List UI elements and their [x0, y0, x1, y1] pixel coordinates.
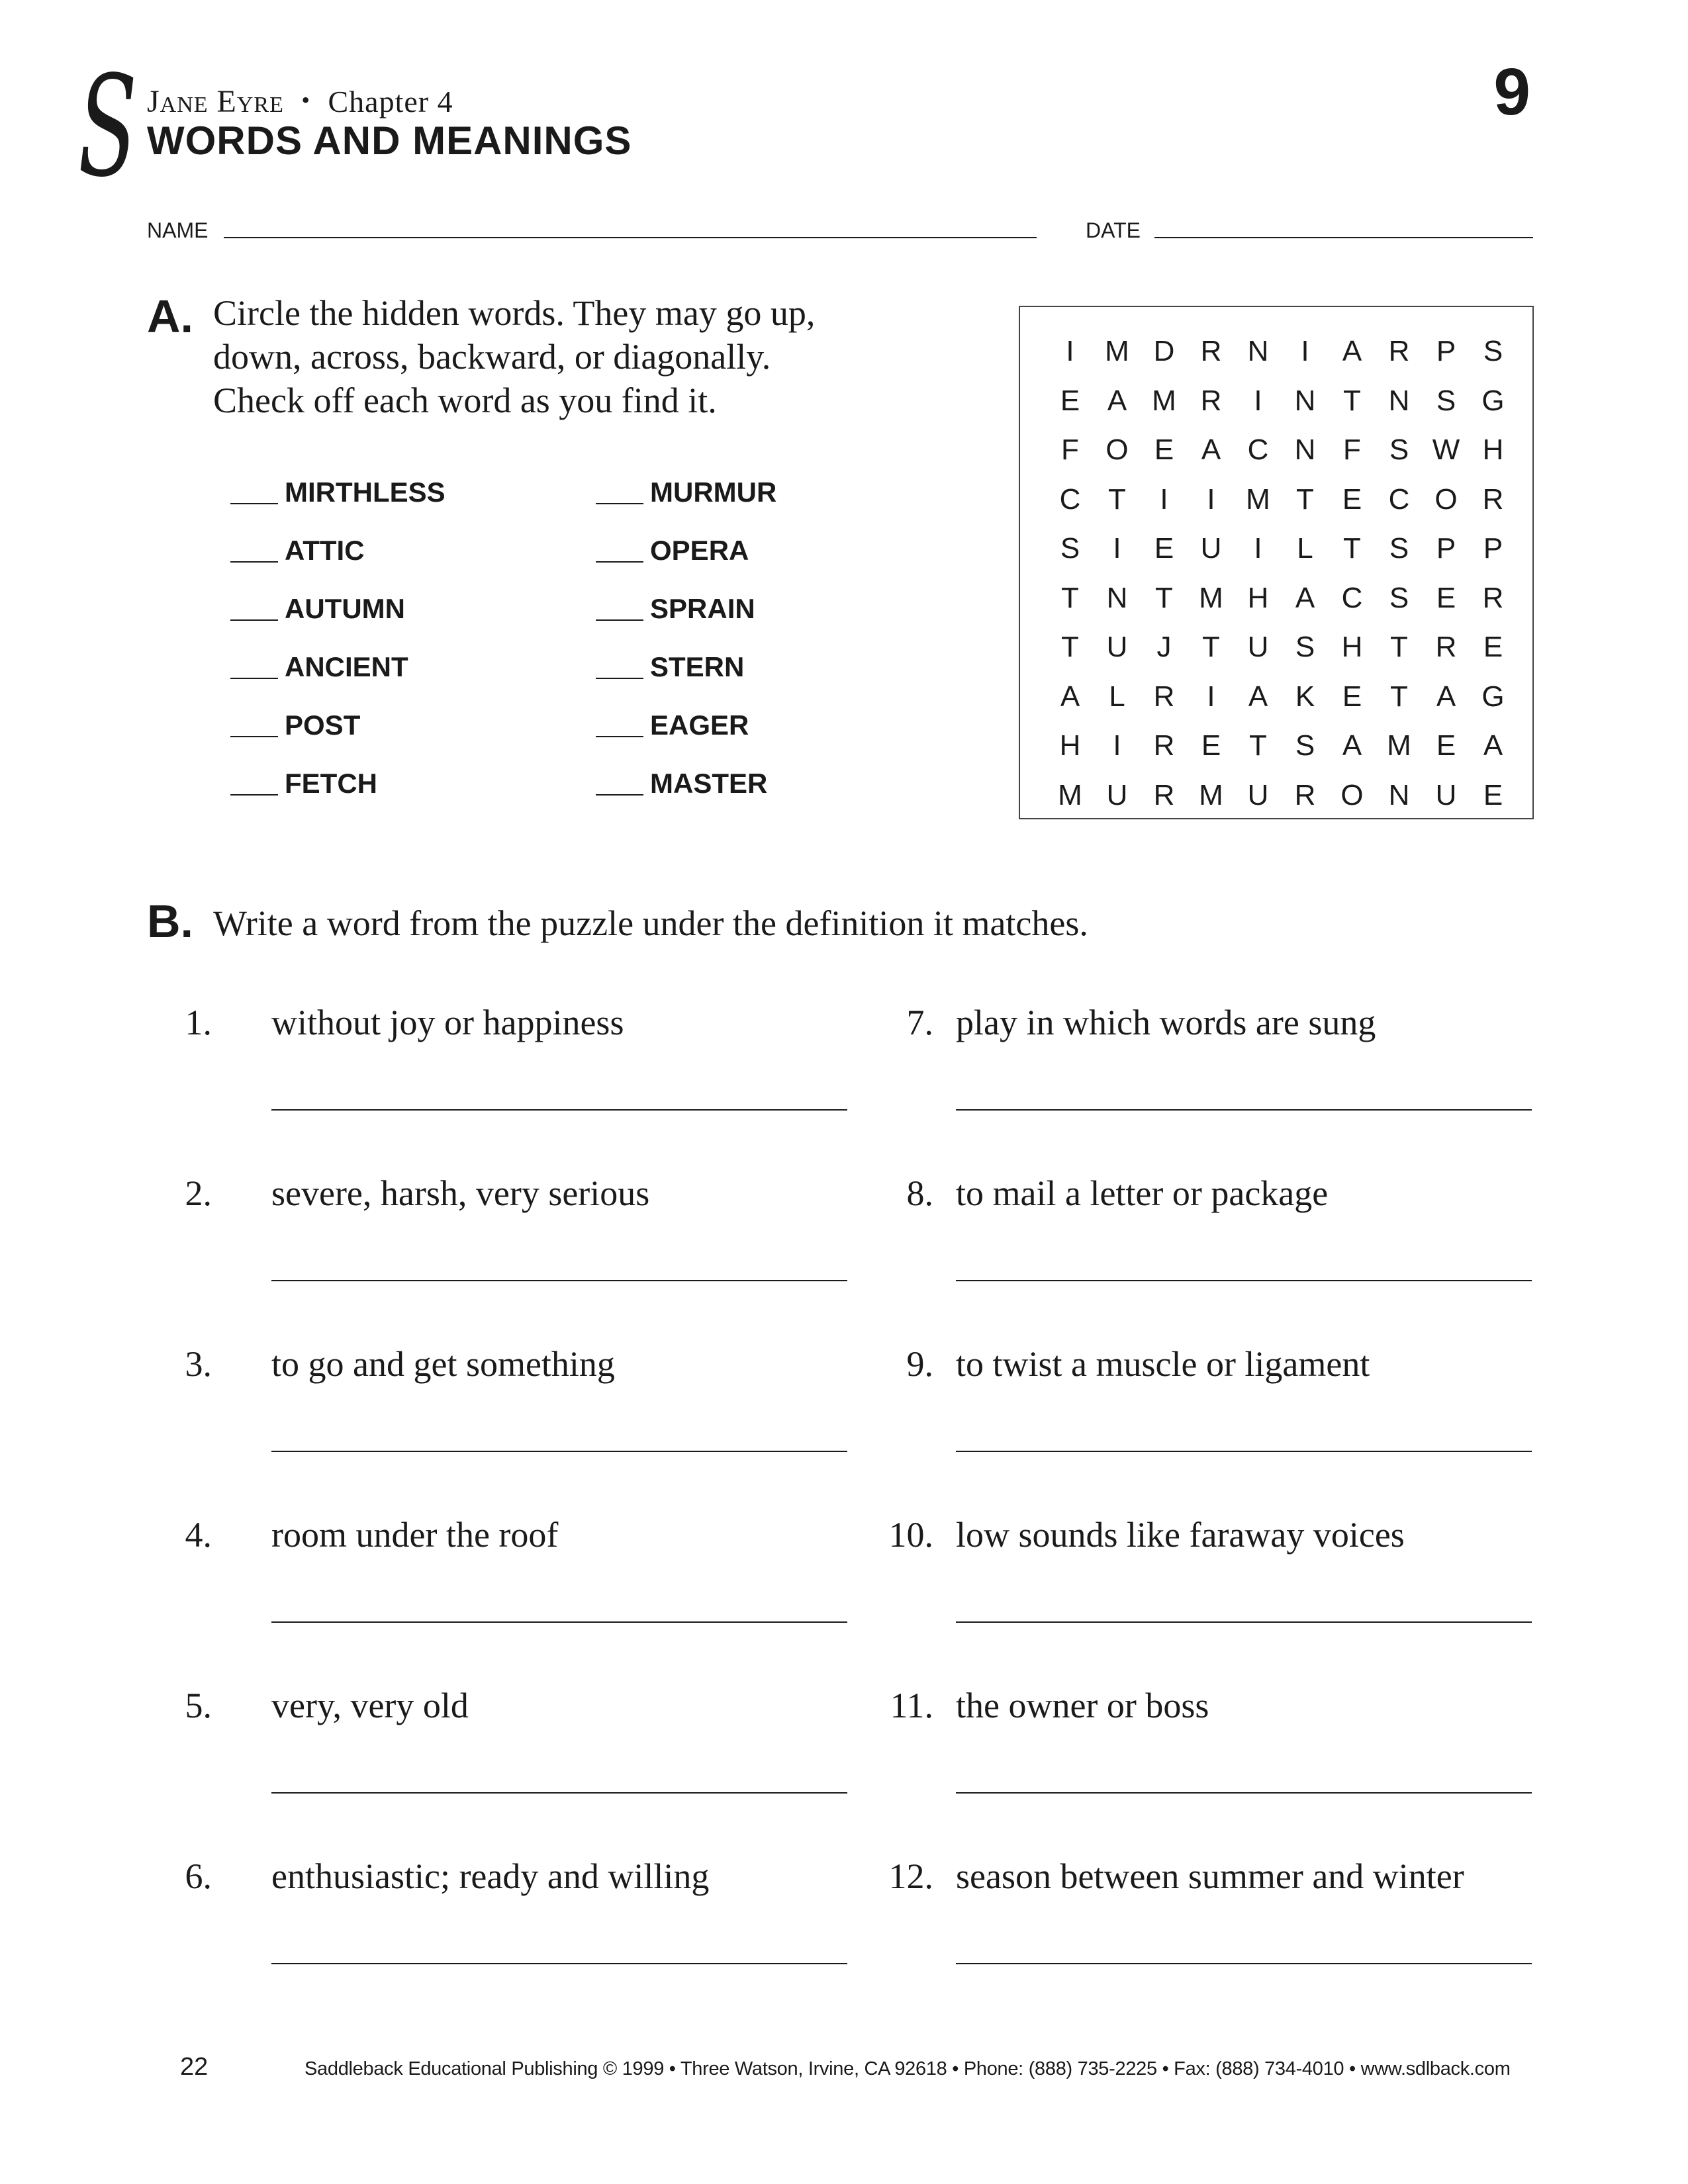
check-blank[interactable] [596, 619, 643, 621]
grid-letter[interactable]: R [1200, 384, 1222, 417]
answer-field-8[interactable] [956, 1280, 1532, 1281]
word-label: EAGER [650, 709, 749, 741]
grid-letter[interactable]: U [1106, 778, 1128, 811]
name-label: NAME [147, 218, 209, 242]
grid-letter[interactable]: R [1200, 335, 1222, 368]
grid-letter[interactable]: R [1153, 680, 1175, 713]
word-checkbox[interactable] [230, 651, 408, 683]
definition-number: 6. [185, 1856, 212, 1896]
grid-letter[interactable]: A [1107, 384, 1127, 417]
check-blank[interactable] [230, 736, 278, 737]
grid-letter[interactable]: O [1434, 482, 1458, 516]
word-label: MASTER [650, 768, 768, 799]
grid-letter[interactable]: A [1483, 729, 1503, 762]
answer-field-9[interactable] [956, 1451, 1532, 1452]
grid-letter[interactable]: R [1482, 581, 1504, 614]
answer-field-6[interactable] [271, 1963, 847, 1964]
book-title: Jane Eyre [147, 84, 284, 119]
grid-letter[interactable]: I [1301, 335, 1309, 368]
grid-letter[interactable]: M [1199, 581, 1223, 614]
answer-field-3[interactable] [271, 1451, 847, 1452]
definition-text: room under the roof [271, 1515, 559, 1555]
grid-letter[interactable]: E [1154, 433, 1174, 467]
grid-letter[interactable]: N [1106, 581, 1128, 614]
definition-number: 9. [906, 1344, 933, 1384]
name-field[interactable] [224, 237, 1037, 238]
definition-number: 12. [888, 1856, 933, 1896]
answer-field-10[interactable] [956, 1621, 1532, 1623]
grid-letter[interactable]: E [1201, 729, 1221, 762]
definition-number: 4. [185, 1515, 212, 1555]
check-blank[interactable] [230, 619, 278, 621]
grid-letter[interactable]: R [1153, 729, 1175, 762]
grid-letter[interactable]: I [1207, 680, 1215, 713]
word-checkbox[interactable] [596, 535, 749, 567]
grid-letter[interactable]: G [1481, 384, 1505, 417]
grid-letter[interactable]: E [1436, 729, 1456, 762]
grid-letter[interactable]: T [1108, 482, 1126, 516]
grid-letter[interactable]: A [1248, 680, 1268, 713]
grid-letter[interactable]: S [1295, 631, 1315, 664]
grid-letter[interactable]: R [1435, 631, 1457, 664]
definition-text: the owner or boss [956, 1686, 1209, 1725]
answer-field-1[interactable] [271, 1109, 847, 1111]
section-b-instructions: Write a word from the puzzle under the definition it matches. [213, 903, 1088, 943]
grid-letter[interactable]: M [1246, 482, 1270, 516]
answer-field-4[interactable] [271, 1621, 847, 1623]
definition-text: very, very old [271, 1686, 469, 1725]
grid-letter[interactable]: I [1207, 482, 1215, 516]
grid-letter[interactable]: A [1342, 729, 1362, 762]
grid-letter[interactable]: A [1060, 680, 1080, 713]
letter-grid [1047, 327, 1517, 811]
grid-letter[interactable]: R [1153, 778, 1175, 811]
grid-letter[interactable]: C [1247, 433, 1269, 467]
word-label: POST [285, 709, 361, 741]
grid-letter[interactable]: R [1482, 482, 1504, 516]
grid-letter[interactable]: A [1295, 581, 1315, 614]
book-chapter-line [147, 83, 453, 120]
grid-letter[interactable]: U [1435, 778, 1457, 811]
definition-number: 7. [906, 1003, 933, 1042]
grid-letter[interactable]: M [1058, 778, 1082, 811]
grid-letter[interactable]: S [1389, 532, 1409, 565]
check-blank[interactable] [596, 503, 643, 504]
answer-field-2[interactable] [271, 1280, 847, 1281]
grid-letter[interactable]: I [1113, 729, 1121, 762]
word-label: OPERA [650, 535, 749, 566]
grid-letter[interactable]: R [1388, 335, 1410, 368]
check-blank[interactable] [230, 503, 278, 504]
grid-letter[interactable]: E [1436, 581, 1456, 614]
grid-letter[interactable]: I [1113, 532, 1121, 565]
word-label: SPRAIN [650, 593, 755, 624]
grid-letter[interactable]: T [1390, 680, 1408, 713]
grid-letter[interactable]: P [1436, 532, 1456, 565]
grid-letter[interactable]: D [1153, 335, 1175, 368]
definition-number: 10. [888, 1515, 933, 1555]
grid-letter[interactable]: U [1200, 532, 1222, 565]
check-blank[interactable] [596, 561, 643, 563]
instruction-line: Circle the hidden words. They may go up, [213, 293, 816, 333]
grid-letter[interactable]: A [1436, 680, 1456, 713]
definition-number: 2. [185, 1173, 212, 1213]
grid-letter[interactable]: P [1483, 532, 1503, 565]
word-checkbox[interactable] [596, 593, 755, 625]
grid-letter[interactable]: T [1343, 532, 1361, 565]
grid-letter[interactable]: S [1483, 335, 1503, 368]
word-checkbox[interactable] [596, 477, 776, 508]
grid-letter[interactable]: E [1060, 384, 1080, 417]
check-blank[interactable] [230, 678, 278, 679]
definition-text: play in which words are sung [956, 1003, 1376, 1042]
word-checkbox[interactable] [230, 593, 405, 625]
grid-letter[interactable]: H [1247, 581, 1269, 614]
grid-letter[interactable]: I [1066, 335, 1074, 368]
instruction-line: down, across, backward, or diagonally. [213, 337, 771, 377]
grid-letter[interactable]: T [1296, 482, 1314, 516]
definition-text: season between summer and winter [956, 1856, 1464, 1896]
worksheet-number: 9 [1493, 55, 1530, 129]
grid-letter[interactable]: O [1105, 433, 1129, 467]
definition-number: 11. [890, 1686, 933, 1725]
grid-letter[interactable]: T [1061, 581, 1079, 614]
definition-text: without joy or happiness [271, 1003, 624, 1042]
grid-letter[interactable]: H [1341, 631, 1363, 664]
grid-letter[interactable]: S [1060, 532, 1080, 565]
grid-letter[interactable]: R [1294, 778, 1316, 811]
section-a-label: A. [147, 291, 193, 342]
grid-letter[interactable]: M [1105, 335, 1129, 368]
word-checkbox[interactable] [596, 651, 744, 683]
grid-letter[interactable]: T [1202, 631, 1220, 664]
grid-letter[interactable]: T [1343, 384, 1361, 417]
answer-field-11[interactable] [956, 1792, 1532, 1794]
grid-letter[interactable]: C [1341, 581, 1363, 614]
grid-letter[interactable]: S [1389, 433, 1409, 467]
grid-letter[interactable]: M [1199, 778, 1223, 811]
grid-letter[interactable]: E [1483, 631, 1503, 664]
worksheet-title: WORDS AND MEANINGS [147, 118, 632, 163]
grid-letter[interactable]: N [1247, 335, 1269, 368]
definition-text: low sounds like faraway voices [956, 1515, 1405, 1555]
word-label: MURMUR [650, 477, 777, 508]
grid-letter[interactable]: H [1059, 729, 1081, 762]
grid-letter[interactable]: E [1483, 778, 1503, 811]
word-checkbox[interactable] [230, 709, 360, 741]
grid-letter[interactable]: T [1249, 729, 1267, 762]
definition-text: severe, harsh, very serious [271, 1173, 650, 1213]
grid-letter[interactable]: I [1254, 384, 1262, 417]
grid-letter[interactable]: P [1436, 335, 1456, 368]
grid-letter[interactable]: U [1106, 631, 1128, 664]
grid-letter[interactable]: T [1390, 631, 1408, 664]
section-b-label: B. [147, 895, 193, 947]
definition-number: 3. [185, 1344, 212, 1384]
answer-field-5[interactable] [271, 1792, 847, 1794]
check-blank[interactable] [596, 794, 643, 796]
grid-letter[interactable]: K [1295, 680, 1315, 713]
answer-field-12[interactable] [956, 1963, 1532, 1964]
grid-letter[interactable]: W [1432, 433, 1460, 467]
grid-letter[interactable]: L [1297, 532, 1313, 565]
definition-text: to go and get something [271, 1344, 615, 1384]
definition-text: enthusiastic; ready and willing [271, 1856, 710, 1896]
footer-credit: Saddleback Educational Publishing © 1999 • Three Watson, Irvine, CA 92618 • Phone: (888) 735-2225 • Fax: (888) 734-4010 • www.sdlback.com [305, 2058, 1511, 2079]
check-blank[interactable] [230, 561, 278, 563]
definition-text: to twist a muscle or ligament [956, 1344, 1370, 1384]
grid-letter[interactable]: S [1389, 581, 1409, 614]
check-blank[interactable] [596, 736, 643, 737]
publisher-logo: S [78, 46, 138, 208]
word-label: FETCH [285, 768, 377, 799]
grid-letter[interactable]: J [1156, 631, 1172, 664]
grid-letter[interactable]: S [1436, 384, 1456, 417]
grid-letter[interactable]: I [1160, 482, 1168, 516]
grid-letter[interactable]: A [1342, 335, 1362, 368]
section-a-instructions [213, 291, 815, 422]
word-label: ANCIENT [285, 651, 408, 682]
grid-letter[interactable]: M [1387, 729, 1411, 762]
definition-number: 8. [906, 1173, 933, 1213]
grid-letter[interactable]: I [1254, 532, 1262, 565]
grid-letter[interactable]: U [1247, 631, 1269, 664]
grid-letter[interactable]: L [1109, 680, 1125, 713]
check-blank[interactable] [596, 678, 643, 679]
grid-letter[interactable]: M [1152, 384, 1176, 417]
word-label: AUTUMN [285, 593, 405, 624]
answer-field-7[interactable] [956, 1109, 1532, 1111]
instruction-line: Check off each word as you find it. [213, 381, 717, 420]
grid-letter[interactable]: G [1481, 680, 1505, 713]
grid-letter[interactable]: E [1154, 532, 1174, 565]
grid-letter[interactable]: S [1295, 729, 1315, 762]
date-field[interactable] [1154, 237, 1533, 238]
definition-text: to mail a letter or package [956, 1173, 1329, 1213]
footer-page-number: 22 [180, 2053, 209, 2081]
separator-dot: • [301, 87, 310, 113]
word-search-puzzle [1019, 306, 1534, 819]
word-checkbox[interactable] [596, 768, 767, 799]
chapter-label: Chapter 4 [328, 85, 453, 118]
grid-letter[interactable]: C [1059, 482, 1081, 516]
definition-number: 1. [185, 1003, 212, 1042]
word-checkbox[interactable] [230, 535, 365, 567]
grid-letter[interactable]: N [1388, 778, 1410, 811]
grid-letter[interactable]: A [1201, 433, 1221, 467]
word-checkbox[interactable] [230, 768, 377, 799]
grid-letter[interactable]: U [1247, 778, 1269, 811]
grid-letter[interactable]: F [1061, 433, 1079, 467]
word-label: ATTIC [285, 535, 365, 566]
grid-letter[interactable]: H [1482, 433, 1504, 467]
definition-number: 5. [185, 1686, 212, 1725]
check-blank[interactable] [230, 794, 278, 796]
grid-letter[interactable]: T [1155, 581, 1173, 614]
grid-letter[interactable]: E [1342, 680, 1362, 713]
word-checkbox[interactable] [596, 709, 749, 741]
word-checkbox[interactable] [230, 477, 445, 508]
grid-letter[interactable]: N [1294, 384, 1316, 417]
grid-letter[interactable]: O [1340, 778, 1364, 811]
word-label: MIRTHLESS [285, 477, 445, 508]
date-label: DATE [1086, 218, 1141, 242]
grid-letter[interactable]: F [1343, 433, 1361, 467]
grid-letter[interactable]: N [1294, 433, 1316, 467]
grid-letter[interactable]: N [1388, 384, 1410, 417]
grid-letter[interactable]: T [1061, 631, 1079, 664]
grid-letter[interactable]: E [1342, 482, 1362, 516]
grid-letter[interactable]: C [1388, 482, 1410, 516]
word-label: STERN [650, 651, 745, 682]
